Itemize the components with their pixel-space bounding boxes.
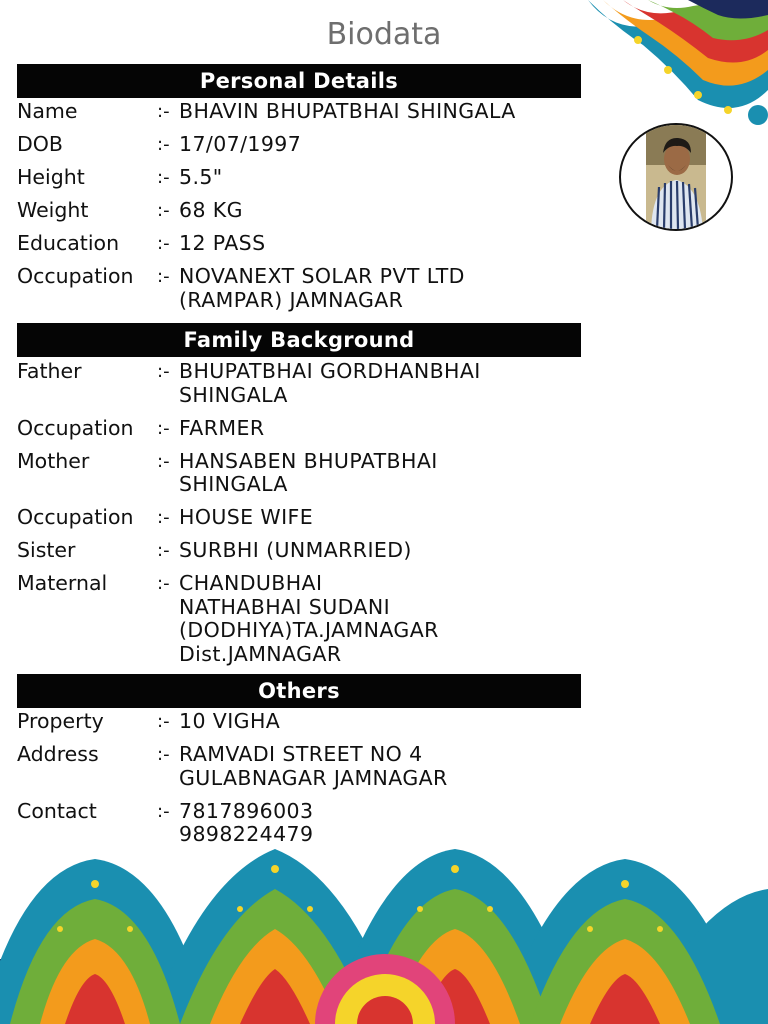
detail-value-line: (DODHIYA)TA.JAMNAGAR (179, 618, 439, 642)
detail-separator: :- (157, 200, 170, 221)
detail-row (17, 572, 587, 666)
detail-row (17, 265, 587, 312)
detail-label: Property (17, 709, 104, 733)
detail-separator: :- (157, 744, 170, 765)
detail-value (179, 100, 587, 124)
detail-separator: :- (157, 233, 170, 254)
detail-row (17, 539, 587, 563)
detail-value-line: 7817896003 (179, 798, 314, 823)
detail-value-line: 10 VIGHA (179, 709, 281, 733)
detail-value (179, 710, 587, 734)
detail-row (17, 166, 587, 190)
detail-value-line: NOVANEXT SOLAR PVT LTD (179, 264, 465, 288)
detail-separator: :- (157, 101, 170, 122)
section-heading-others: Others (17, 674, 581, 708)
detail-row (17, 450, 587, 497)
detail-value-line: 17/07/1997 (179, 132, 302, 156)
detail-value (179, 265, 587, 312)
detail-value (179, 232, 587, 256)
detail-value-line: 5.5" (179, 165, 223, 189)
detail-label: Mother (17, 448, 90, 473)
detail-separator: :- (157, 507, 170, 528)
detail-row (17, 506, 587, 530)
detail-value (179, 417, 587, 441)
detail-label: Name (17, 99, 78, 123)
detail-label: Sister (17, 538, 76, 562)
detail-value-line: 12 PASS (179, 231, 266, 255)
detail-value-line: CHANDUBHAI (179, 571, 323, 595)
detail-separator: :- (157, 266, 170, 287)
detail-value-line: BHAVIN BHUPATBHAI SHINGALA (179, 99, 516, 123)
detail-label: Address (17, 742, 99, 766)
profile-photo (619, 123, 733, 231)
detail-value-line: NATHABHAI SUDANI (179, 594, 391, 619)
detail-label: Height (17, 165, 85, 189)
detail-value-line: HANSABEN BHUPATBHAI (179, 448, 438, 473)
person-portrait-icon (621, 125, 731, 229)
detail-label: Weight (17, 198, 89, 222)
detail-label: Occupation (17, 415, 134, 440)
detail-separator: :- (157, 361, 170, 382)
detail-value-line: HOUSE WIFE (179, 505, 314, 529)
detail-value (179, 166, 587, 190)
detail-value-line: GULABNAGAR JAMNAGAR (179, 765, 448, 790)
detail-separator: :- (157, 417, 170, 439)
detail-separator: :- (157, 450, 170, 472)
detail-row (17, 232, 587, 256)
detail-value (179, 450, 587, 497)
detail-separator: :- (157, 167, 170, 188)
detail-value (179, 539, 587, 563)
detail-value (179, 743, 587, 790)
detail-row (17, 800, 587, 847)
detail-row (17, 100, 587, 124)
detail-separator: :- (157, 540, 170, 561)
detail-value-line: SHINGALA (179, 382, 288, 407)
detail-value (179, 572, 587, 666)
detail-separator: :- (157, 711, 170, 732)
detail-label: Contact (17, 798, 97, 823)
detail-separator: :- (157, 573, 170, 594)
detail-separator: :- (157, 134, 170, 155)
others-list (17, 710, 587, 856)
detail-label: DOB (17, 132, 63, 156)
detail-value-line: SHINGALA (179, 472, 288, 496)
page-title: Biodata (326, 17, 442, 52)
detail-separator: :- (157, 800, 170, 822)
detail-label: Maternal (17, 571, 108, 595)
detail-label: Occupation (17, 505, 134, 529)
detail-value-line: (RAMPAR) JAMNAGAR (179, 287, 404, 312)
detail-value (179, 360, 587, 407)
mandala-bottom-decoration (0, 849, 768, 1024)
detail-value-line: 9898224479 (179, 822, 314, 846)
detail-value-line: SURBHI (UNMARRIED) (179, 538, 412, 562)
detail-value-line: BHUPATBHAI GORDHANBHAI (179, 359, 481, 383)
detail-label: Occupation (17, 264, 134, 288)
detail-value-line: Dist.JAMNAGAR (179, 641, 342, 666)
detail-value (179, 199, 587, 223)
detail-value (179, 800, 587, 847)
detail-row (17, 133, 587, 157)
detail-label: Education (17, 231, 120, 255)
detail-value (179, 133, 587, 157)
detail-value-line: FARMER (179, 415, 265, 440)
detail-label: Father (17, 359, 82, 383)
detail-row (17, 360, 587, 407)
section-heading-personal-details: Personal Details (17, 64, 581, 98)
detail-value-line: 68 KG (179, 198, 243, 222)
detail-row (17, 710, 587, 734)
personal-details-list (17, 100, 587, 322)
family-background-list (17, 360, 587, 676)
detail-row (17, 199, 587, 223)
detail-value (179, 506, 587, 530)
detail-row (17, 417, 587, 441)
detail-value-line: RAMVADI STREET NO 4 (179, 742, 423, 766)
detail-row (17, 743, 587, 790)
section-heading-family-background: Family Background (17, 323, 581, 357)
